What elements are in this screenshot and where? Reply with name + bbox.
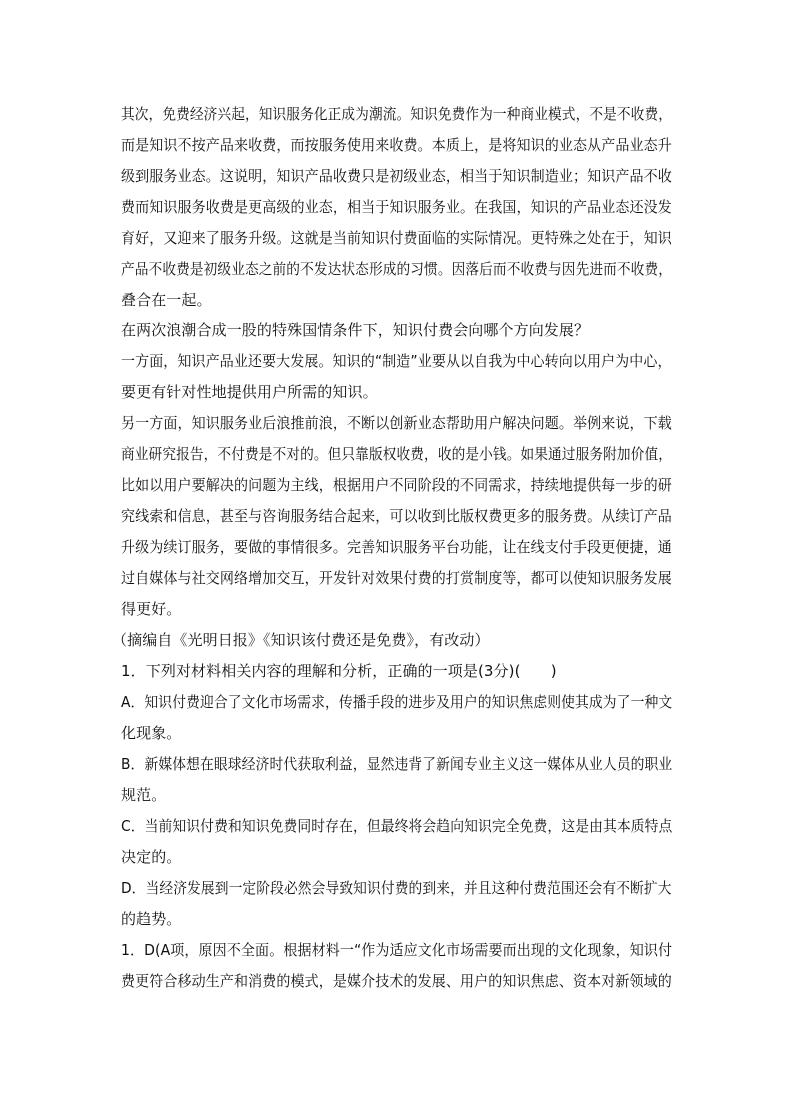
- answer-line-1: 1．D(A项，原因不全面。根据材料一“作为适应文化市场需要而出现的文化现象，知识付: [121, 941, 673, 959]
- paragraph-3-line-2: 要更有针对性地提供用户所需的知识。: [121, 383, 378, 401]
- option-b-line-2: 规范。: [121, 786, 167, 804]
- option-c-line-2: 决定的。: [121, 848, 182, 866]
- paragraph-1-line-5: 育好，又迎来了服务升级。这就是当前知识付费面临的实际情况。更特殊之处在于，知识: [121, 229, 672, 247]
- paragraph-1-line-3: 级到服务业态。这说明，知识产品收费只是初级业态，相当于知识制造业；知识产品不收: [121, 167, 672, 185]
- paragraph-4-line-5: 升级为续订服务，要做的事情很多。完善知识服务平台功能，让在线支付手段更便捷，通: [121, 538, 672, 556]
- paragraph-4-line-7: 得更好。: [121, 600, 182, 618]
- paragraph-1-line-2: 而是知识不按产品来收费，而按服务使用来收费。本质上，是将知识的业态从产品业态升: [121, 136, 672, 154]
- paragraph-1-line-7: 叠合在一起。: [121, 291, 212, 309]
- option-c-line-1: C．当前知识付费和知识免费同时存在，但最终将会趋向知识完全免费，这是由其本质特点: [121, 817, 673, 835]
- paragraph-4-line-3: 比如以用户要解决的问题为主线，根据用户不同阶段的不同需求，持续地提供每一步的研: [121, 476, 672, 494]
- option-a-line-1: A．知识付费迎合了文化市场需求，传播手段的进步及用户的知识焦虑则使其成为了一种文: [121, 693, 673, 711]
- source-citation: （摘编自《光明日报》《知识该付费还是免费》，有改动）: [112, 631, 490, 649]
- option-d-line-2: 的趋势。: [121, 910, 182, 928]
- option-b-line-1: B．新媒体想在眼球经济时代获取利益，显然违背了新闻专业主义这一媒体从业人员的职业: [121, 755, 673, 773]
- paragraph-2-line-1: 在两次浪潮合成一股的特殊国情条件下，知识付费会向哪个方向发展？: [121, 321, 590, 339]
- paragraph-1-line-6: 产品不收费是初级业态之前的不发达状态形成的习惯。因落后而不收费与因先进而不收费，: [121, 260, 673, 278]
- option-a-line-2: 化现象。: [121, 724, 182, 742]
- paragraph-4-line-6: 过自媒体与社交网络增加交互，开发针对效果付费的打赏制度等，都可以使知识服务发展: [121, 569, 672, 587]
- paragraph-1-line-4: 费而知识服务收费是更高级的业态，相当于知识服务业。在我国，知识的产品业态还没发: [121, 198, 672, 216]
- paragraph-3-line-1: 一方面，知识产品业还要大发展。知识的“制造”业要从以自我为中心转向以用户为中心，: [121, 352, 672, 370]
- answer-line-2: 费更符合移动生产和消费的模式，是媒介技术的发展、用户的知识焦虑、资本对新领域的: [121, 972, 672, 990]
- paragraph-4-line-2: 商业研究报告，不付费是不对的。但只靠版权收费，收的是小钱。如果通过服务附加价值，: [121, 445, 673, 463]
- question-stem: 1．下列对材料相关内容的理解和分析，正确的一项是(3分)( ): [121, 662, 557, 680]
- paragraph-1-line-1: 其次，免费经济兴起，知识服务化正成为潮流。知识免费作为一种商业模式，不是不收费，: [121, 105, 673, 123]
- option-d-line-1: D．当经济发展到一定阶段必然会导致知识付费的到来，并且这种付费范围还会有不断扩大: [121, 879, 672, 897]
- paragraph-4-line-4: 究线索和信息，甚至与咨询服务结合起来，可以收到比版权费更多的服务费。从续订产品: [121, 507, 672, 525]
- paragraph-4-line-1: 另一方面，知识服务业后浪推前浪，不断以创新业态帮助用户解决问题。举例来说，下载: [121, 414, 672, 432]
